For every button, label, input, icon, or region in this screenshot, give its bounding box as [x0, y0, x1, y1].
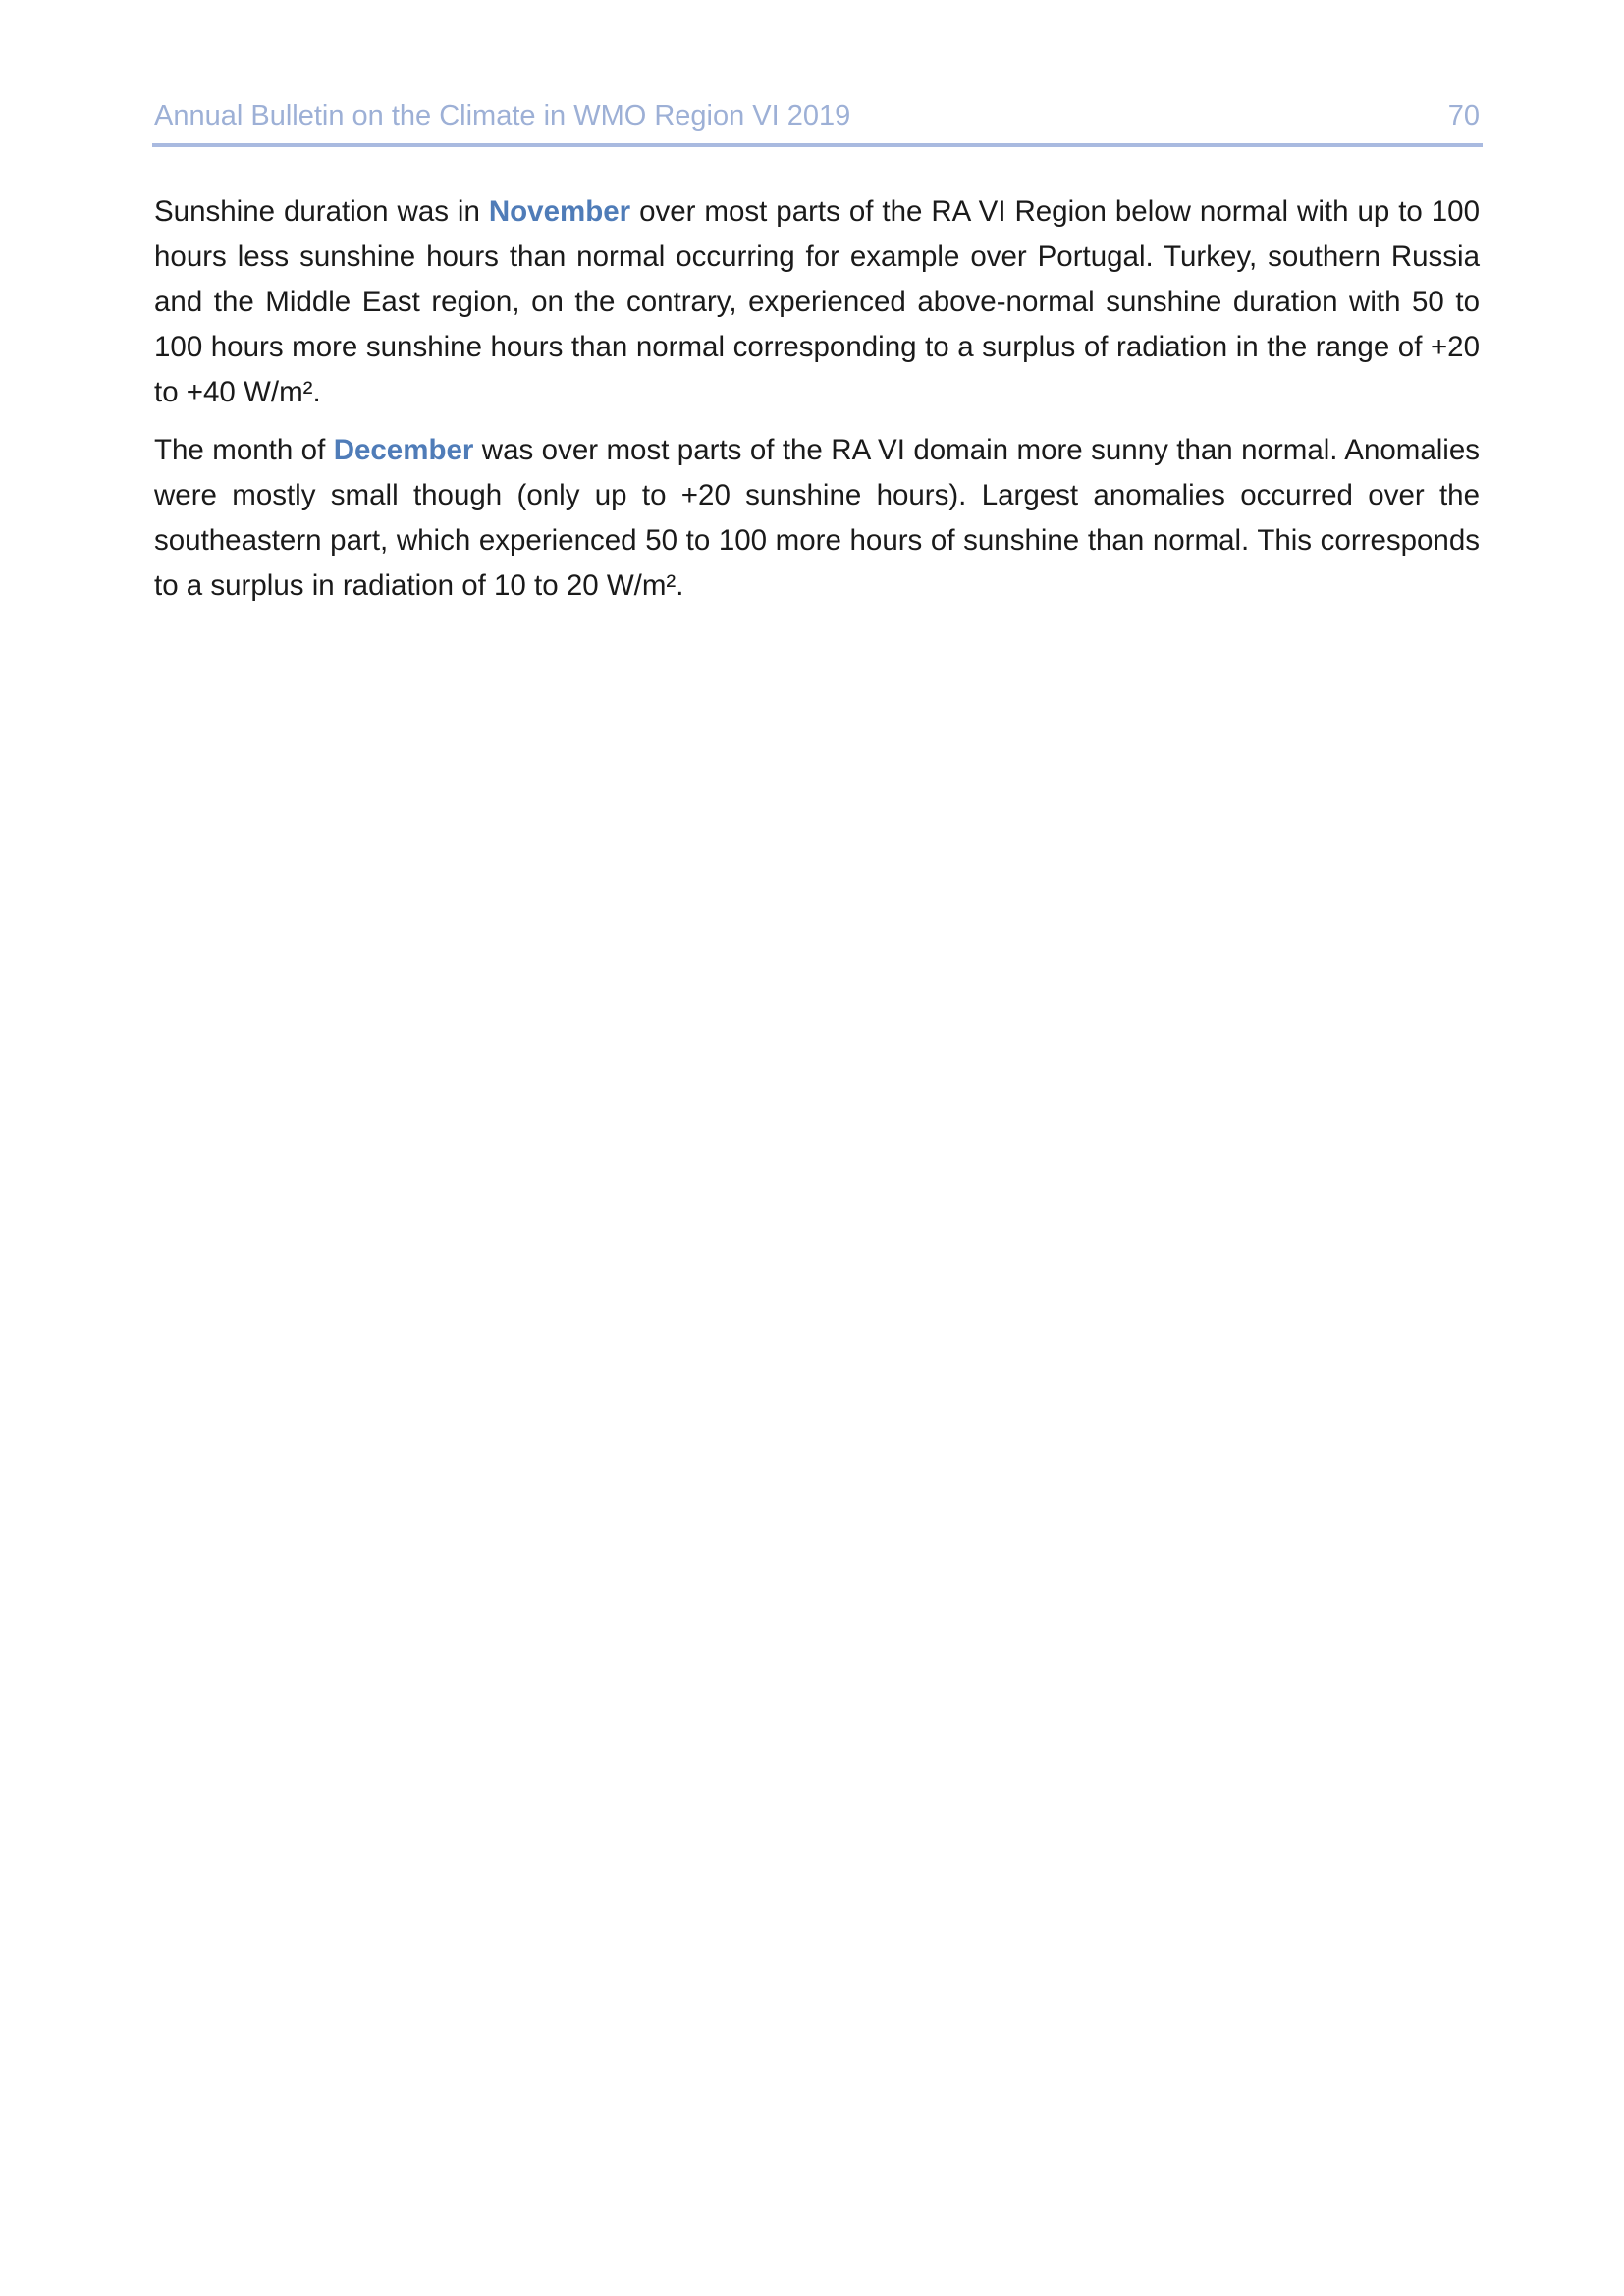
paragraph-text: was over most parts of the RA VI domain more sunny than normal. Anomalies were mostly small though (only up to +20 sunshine hours). Largest anomalies occurred over the southeastern part, which experienced 50 to 100 more hours of sunshine than normal. This corresponds to a surplus in radiation of 10 to 20 W/m². — [154, 434, 1480, 602]
month-highlight-december: December — [333, 434, 474, 466]
page-number: 70 — [1447, 100, 1480, 132]
paragraph-december — [154, 428, 1480, 609]
paragraph-lead: Sunshine duration was in — [154, 195, 489, 228]
body-content — [154, 189, 1480, 621]
paragraph-lead: The month of — [154, 434, 334, 466]
bulletin-title: Annual Bulletin on the Climate in WMO Region VI 2019 — [154, 100, 851, 132]
header-divider — [152, 143, 1483, 147]
running-header — [154, 94, 1480, 133]
paragraph-text: over most parts of the RA VI Region below normal with up to 100 hours less sunshine hours than normal occurring for example over Portugal. Turkey, southern Russia and the Middle East region, on the contrary, experienced above-normal sunshine duration with 50 to 100 hours more sunshine hours than normal corresponding to a surplus of radiation in the range of +20 to +40 W/m². — [154, 195, 1480, 408]
month-highlight-november: November — [488, 195, 631, 228]
paragraph-november — [154, 189, 1480, 415]
